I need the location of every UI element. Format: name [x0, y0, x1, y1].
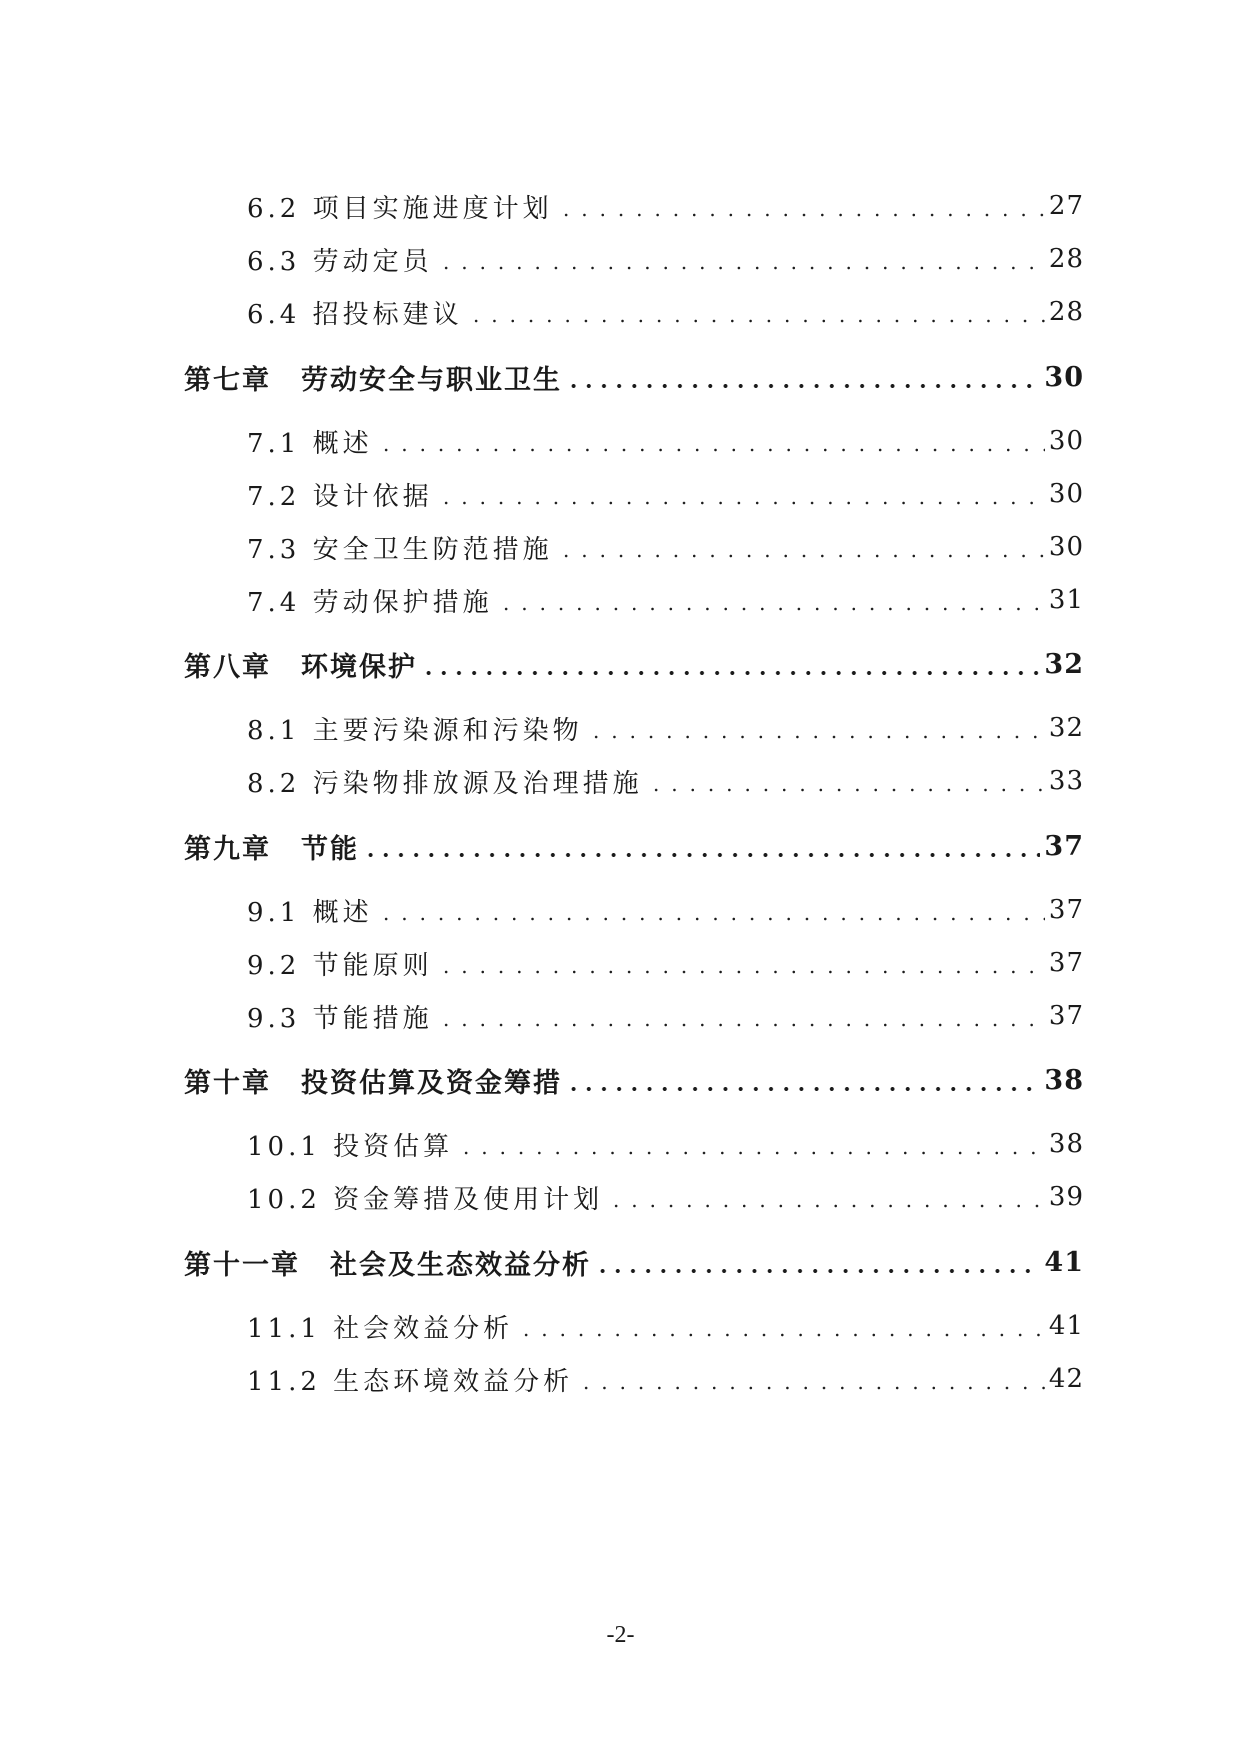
toc-entry-page: 30 — [1048, 426, 1084, 456]
dot-leader — [363, 826, 1040, 866]
toc-entry-6-2[interactable] — [247, 186, 1084, 226]
dot-leader — [437, 996, 1045, 1036]
toc-entry-label: 11.2 生态环境效益分析 — [247, 1366, 574, 1397]
toc-chapter-7[interactable] — [184, 357, 1084, 397]
chapter-number: 第九章 — [184, 833, 271, 865]
toc-entry-page: 32 — [1048, 713, 1084, 743]
chapter-number: 第十一章 — [184, 1249, 300, 1281]
chapter-title: 劳动安全与职业卫生 — [301, 364, 562, 396]
toc-chapter-page: 30 — [1044, 361, 1084, 393]
toc-chapter-10[interactable] — [184, 1060, 1084, 1100]
toc-entry-page: 41 — [1048, 1311, 1084, 1341]
toc-entry-label: 10.1 投资估算 — [247, 1131, 454, 1162]
toc-entry-label: 9.3 节能措施 — [247, 1003, 433, 1034]
toc-entry-9-1[interactable] — [247, 890, 1084, 930]
toc-entry-page: 30 — [1048, 532, 1084, 562]
toc-entry-7-2[interactable] — [247, 474, 1084, 514]
toc-entry-8-2[interactable] — [247, 761, 1084, 801]
toc-chapter-label — [184, 358, 562, 397]
toc-entry-8-1[interactable] — [247, 708, 1084, 748]
dot-leader — [557, 527, 1045, 567]
dot-leader — [421, 644, 1040, 684]
toc-entry-page: 42 — [1048, 1364, 1084, 1394]
dot-leader — [437, 943, 1045, 983]
toc-chapter-11[interactable] — [184, 1242, 1084, 1282]
toc-chapter-label — [184, 1243, 591, 1282]
toc-entry-label: 7.2 设计依据 — [247, 481, 433, 512]
toc-chapter-page: 32 — [1044, 648, 1084, 680]
toc-entry-page: 39 — [1048, 1182, 1084, 1212]
toc-entry-11-1[interactable] — [247, 1306, 1084, 1346]
dot-leader — [457, 1124, 1045, 1164]
toc-chapter-label — [184, 1061, 562, 1100]
toc-entry-label: 8.1 主要污染源和污染物 — [247, 715, 583, 746]
dot-leader — [517, 1306, 1045, 1346]
toc-entry-page: 30 — [1048, 479, 1084, 509]
toc-entry-9-2[interactable] — [247, 943, 1084, 983]
toc-entry-9-3[interactable] — [247, 996, 1084, 1036]
dot-leader — [377, 421, 1045, 461]
toc-entry-label: 6.4 招投标建议 — [247, 299, 463, 330]
dot-leader — [566, 357, 1040, 397]
toc-entry-7-1[interactable] — [247, 421, 1084, 461]
toc-entry-label: 9.1 概述 — [247, 897, 373, 928]
dot-leader — [557, 186, 1045, 226]
toc-entry-7-3[interactable] — [247, 527, 1084, 567]
toc-entry-label: 8.2 污染物排放源及治理措施 — [247, 768, 643, 799]
toc-chapter-page: 38 — [1044, 1064, 1084, 1096]
dot-leader — [497, 580, 1045, 620]
dot-leader — [437, 239, 1045, 279]
dot-leader — [377, 890, 1045, 930]
toc-entry-page: 37 — [1048, 1001, 1084, 1031]
dot-leader — [587, 708, 1045, 748]
toc-entry-label: 7.4 劳动保护措施 — [247, 587, 493, 618]
toc-entry-7-4[interactable] — [247, 580, 1084, 620]
toc-entry-label: 7.1 概述 — [247, 428, 373, 459]
toc-entry-6-3[interactable] — [247, 239, 1084, 279]
toc-chapter-label — [184, 827, 359, 866]
toc-entry-label: 7.3 安全卫生防范措施 — [247, 534, 553, 565]
dot-leader — [607, 1177, 1045, 1217]
toc-chapter-9[interactable] — [184, 826, 1084, 866]
toc-entry-page: 31 — [1048, 585, 1084, 615]
dot-leader — [647, 761, 1045, 801]
chapter-title: 环境保护 — [301, 651, 417, 683]
toc-entry-6-4[interactable] — [247, 292, 1084, 332]
toc-entry-label: 10.2 资金筹措及使用计划 — [247, 1184, 604, 1215]
toc-entry-label: 6.2 项目实施进度计划 — [247, 193, 553, 224]
toc-chapter-8[interactable] — [184, 644, 1084, 684]
dot-leader — [577, 1359, 1045, 1399]
chapter-number: 第七章 — [184, 364, 271, 396]
toc-entry-label: 6.3 劳动定员 — [247, 246, 433, 277]
chapter-title: 社会及生态效益分析 — [330, 1249, 591, 1281]
dot-leader — [437, 474, 1045, 514]
page-number: -2- — [606, 1622, 635, 1648]
toc-entry-label: 11.1 社会效益分析 — [247, 1313, 514, 1344]
toc-chapter-label — [184, 645, 417, 684]
toc-entry-11-2[interactable] — [247, 1359, 1084, 1399]
toc-entry-page: 38 — [1048, 1129, 1084, 1159]
toc-chapter-page: 41 — [1044, 1246, 1084, 1278]
toc-entry-label: 9.2 节能原则 — [247, 950, 433, 981]
dot-leader — [595, 1242, 1040, 1282]
dot-leader — [566, 1060, 1040, 1100]
chapter-title: 投资估算及资金筹措 — [301, 1067, 562, 1099]
chapter-number: 第八章 — [184, 651, 271, 683]
toc-entry-10-1[interactable] — [247, 1124, 1084, 1164]
toc-entry-page: 37 — [1048, 895, 1084, 925]
toc-entry-page: 28 — [1048, 244, 1084, 274]
dot-leader — [467, 292, 1045, 332]
toc-entry-page: 28 — [1048, 297, 1084, 327]
chapter-title: 节能 — [301, 833, 359, 865]
toc-entry-page: 33 — [1048, 766, 1084, 796]
toc-entry-page: 37 — [1048, 948, 1084, 978]
toc-chapter-page: 37 — [1044, 830, 1084, 862]
toc-entry-page: 27 — [1048, 191, 1084, 221]
chapter-number: 第十章 — [184, 1067, 271, 1099]
toc-entry-10-2[interactable] — [247, 1177, 1084, 1217]
